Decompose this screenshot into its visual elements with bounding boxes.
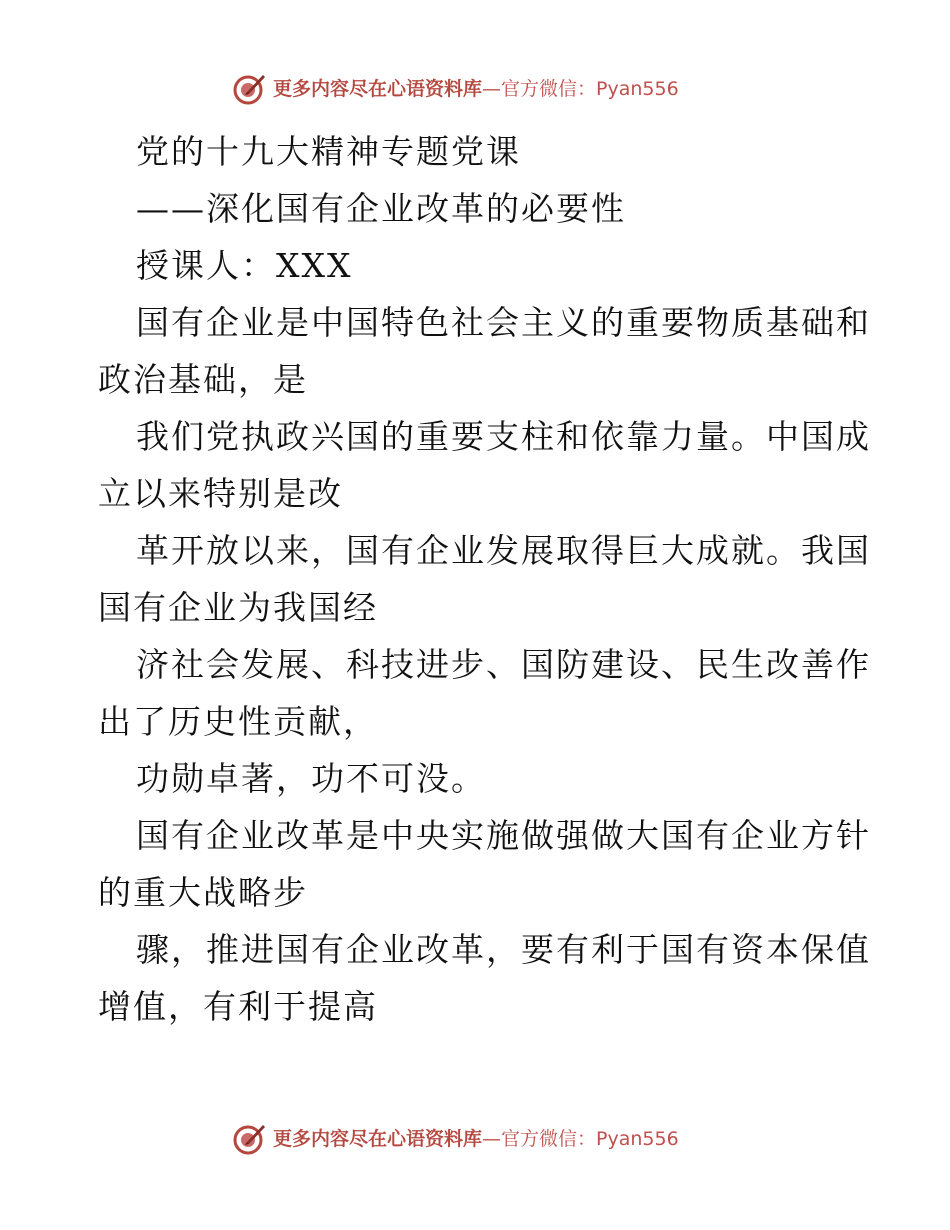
document-body — [98, 123, 871, 1035]
document-line: 国有企业为我国经 — [98, 588, 378, 627]
document-line: 我们党执政兴国的重要支柱和依靠力量。中国成 — [136, 417, 871, 456]
document-line: 国有企业改革是中央实施做强做大国有企业方针 — [136, 816, 871, 855]
document-line: 国有企业是中国特色社会主义的重要物质基础和 — [136, 303, 871, 342]
watermark-text — [273, 76, 679, 102]
watermark-text — [273, 1126, 679, 1152]
document-line: 的重大战略步 — [98, 873, 308, 912]
document-line: 政治基础，是 — [98, 360, 308, 399]
watermark-wechat-label: 官方微信： — [501, 78, 597, 100]
document-line: 革开放以来，国有企业发展取得巨大成就。我国 — [136, 531, 871, 570]
document-line: 立以来特别是改 — [98, 474, 343, 513]
document-line: 党的十九大精神专题党课 — [136, 132, 521, 171]
watermark-brand: 更多内容尽在心语资料库 — [273, 78, 483, 100]
document-line: 济社会发展、科技进步、国防建设、民生改善作 — [136, 645, 871, 684]
watermark-separator: — — [482, 1128, 502, 1150]
watermark-separator: — — [482, 78, 502, 100]
header-watermark — [0, 70, 950, 110]
document-line: 授课人：XXX — [136, 246, 353, 285]
quill-seal-icon — [233, 1122, 267, 1156]
watermark-brand: 更多内容尽在心语资料库 — [273, 1128, 483, 1150]
quill-seal-icon — [233, 72, 267, 106]
document-line: 出了历史性贡献， — [98, 702, 378, 741]
document-line: 功勋卓著，功不可没。 — [136, 759, 486, 798]
watermark-wechat-label: 官方微信： — [501, 1128, 597, 1150]
document-line: 增值，有利于提高 — [98, 987, 378, 1026]
watermark-wechat-id: Pyan556 — [596, 1128, 679, 1150]
document-line: ——深化国有企业改革的必要性 — [136, 189, 626, 228]
footer-watermark — [0, 1120, 950, 1160]
document-line: 骤，推进国有企业改革，要有利于国有资本保值 — [136, 930, 871, 969]
watermark-wechat-id: Pyan556 — [596, 78, 679, 100]
